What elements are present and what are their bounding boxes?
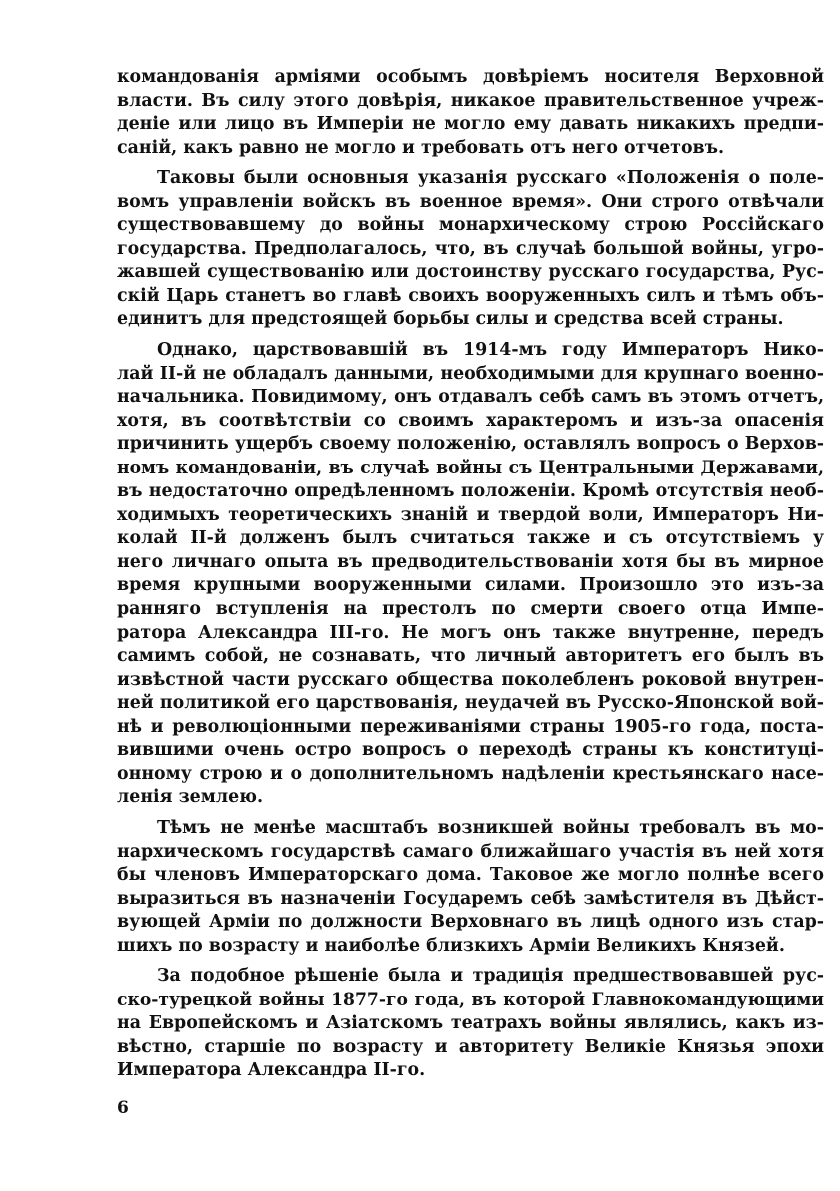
text-line: въ недостаточно опредѣленномъ положеніи. Кромѣ отсутствія необ- (117, 481, 824, 502)
text-line: начальника. Повидимому, онъ отдавалъ себѣ самъ въ этомъ отчетъ, (117, 387, 824, 408)
page-number: 6 (117, 1098, 129, 1118)
text-line: командованія арміями особымъ довѣріемъ носителя Верховной (117, 67, 824, 87)
text-line: вившими очень остро вопросъ о переходѣ страны къ конституці- (117, 740, 824, 761)
text-line: ленія землею. (117, 787, 264, 808)
text-line: вѣстно, старшіе по возрасту и авторитету Великіе Князья эпохи (117, 1036, 824, 1057)
text-line: него личнаго опыта въ предводительствованіи хотя бы въ мирное (117, 551, 824, 572)
text-line: ней политикой его царствованія, неудачей въ Русско-Японской вой- (117, 693, 824, 714)
text-line: вомъ управленіи войскъ въ военное время». Они строго отвѣчали (117, 191, 824, 212)
text-line: За подобное рѣшеніе была и традиція предшествовавшей рус- (157, 966, 824, 987)
text-line: ранняго вступленія на престолъ по смерти своего отца Импе- (117, 599, 824, 620)
text-line: деніе или лицо въ Имперіи не могло ему давать никакихъ предпи- (117, 114, 824, 135)
text-line: время крупными вооруженными силами. Произошло это изъ-за (117, 575, 824, 596)
text-line: жавшей существованію или достоинству русскаго государства, Рус- (117, 262, 824, 283)
text-line: бы членовъ Императорскаго дома. Таковое же могло полнѣе всего (117, 865, 824, 886)
text-line: вующей Арміи по должности Верховнаго въ лицѣ одного изъ стар- (117, 912, 824, 933)
text-line: ско-турецкой войны 1877-го года, въ которой Главнокомандующими (117, 989, 824, 1010)
paragraph-4 (117, 817, 824, 958)
paragraph-5 (117, 965, 824, 1083)
text-line: номъ командованіи, въ случаѣ войны съ Центральными Державами, (117, 457, 824, 478)
text-line: на Европейскомъ и Азіатскомъ театрахъ войны являлись, какъ из- (117, 1013, 824, 1034)
text-line: Однако, царствовавшій въ 1914-мъ году Императоръ Нико- (157, 340, 824, 361)
text-line: саній, какъ равно не могло и требовать отъ него отчетовъ. (117, 137, 725, 158)
text-line: онному строю и о дополнительномъ надѣленіи крестьянскаго насе- (117, 763, 824, 784)
text-line: Императора Александра II-го. (117, 1060, 426, 1081)
text-line: единитъ для предстоящей борьбы силы и средства всей страны. (117, 309, 784, 330)
text-line: Таковы были основныя указанія русскаго «Положенія о поле- (157, 168, 824, 189)
page-text (117, 66, 824, 1083)
text-line: существовавшему до войны монархическому строю Россійскаго (117, 215, 824, 236)
text-line: выразиться въ назначеніи Государемъ себѣ замѣстителя въ Дѣйст- (117, 888, 824, 909)
paragraph-1 (117, 66, 824, 160)
text-line: нѣ и революціонными переживаніями страны 1905-го года, поста- (117, 716, 824, 737)
text-line: государства. Предполагалось, что, въ случаѣ большой войны, угро- (117, 238, 824, 259)
text-line: шихъ по возрасту и наиболѣе близкихъ Арміи Великихъ Князей. (117, 935, 785, 956)
text-line: нархическомъ государствѣ самаго ближайшаго участія въ ней хотя (117, 841, 824, 862)
text-line: лай II-й не обладалъ данными, необходимыми для крупнаго военно- (117, 363, 824, 384)
text-line: ходимыхъ теоретическихъ знаній и твердой воли, Императоръ Ни- (117, 504, 824, 525)
text-line: власти. Въ силу этого довѣрія, никакое правительственное учреж- (117, 90, 824, 111)
text-line: ратора Александра III-го. Не могъ онъ также внутренне, передъ (117, 622, 824, 643)
text-line: Тѣмъ не менѣе масштабъ возникшей войны требовалъ въ мо- (157, 817, 824, 838)
text-line: хотя, въ соотвѣтствіи со своимъ характеромъ и изъ-за опасенія (117, 410, 824, 431)
paragraph-2 (117, 167, 824, 332)
text-line: скій Царь станетъ во главѣ своихъ вооруженныхъ силъ и тѣмъ объ- (117, 285, 824, 306)
text-line: колай II-й долженъ былъ считаться также и съ отсутствіемъ у (117, 528, 824, 549)
paragraph-3 (117, 339, 824, 810)
text-line: самимъ собой, не сознавать, что личный авторитетъ его былъ въ (117, 646, 824, 667)
text-line: причинить ущербъ своему положенію, оставлялъ вопросъ о Верхов- (117, 434, 824, 455)
text-line: извѣстной части русскаго общества поколебленъ роковой внутрен- (117, 669, 824, 690)
